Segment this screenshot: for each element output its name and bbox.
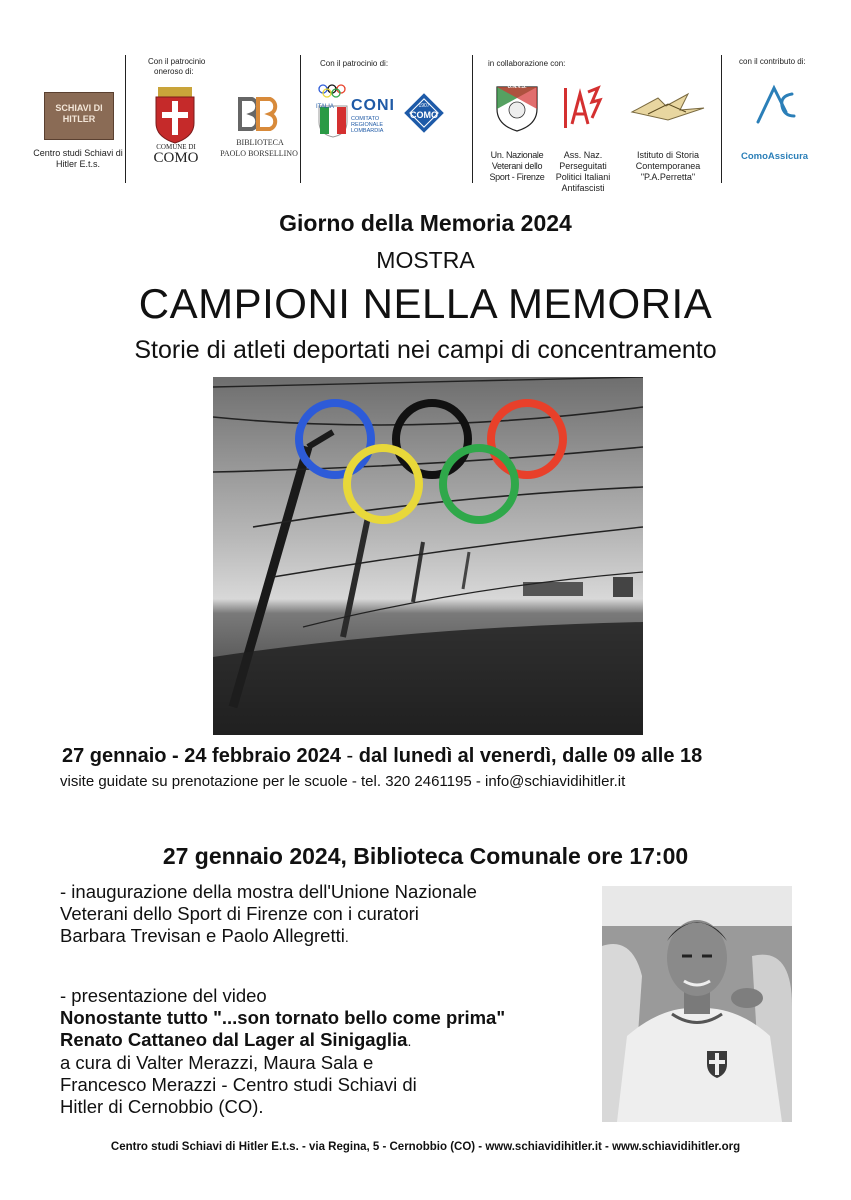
centro-studi-logo — [44, 92, 114, 140]
page-subtitle: Storie di atleti deportati nei campi di concentramento — [134, 336, 717, 364]
video-title-2: Renato Cattaneo dal Lager al Sinigaglia — [60, 1029, 408, 1050]
istituto-caption-3: "P.A.Perretta" — [640, 172, 696, 182]
coni-italia-label: ITALIA — [316, 104, 334, 110]
video-title-1: Nonostante tutto "...son tornato bello come prima" — [60, 1007, 506, 1028]
opening-hours: dal lunedì al venerdì, dalle 09 alle 18 — [358, 745, 703, 767]
istituto-caption-2: Contemporanea — [635, 161, 701, 171]
contributo-label: con il contributo di: — [739, 57, 806, 66]
anppia-caption-2: Perseguitati — [559, 161, 607, 171]
comune-label-1: COMUNE DI — [156, 143, 196, 151]
credits-line-1: a cura di Valter Merazzi, Maura Sala e — [60, 1052, 374, 1073]
athlete-portrait-photo — [602, 886, 792, 1122]
coni-sub-2: REGIONALE — [351, 122, 384, 128]
divider — [721, 55, 722, 183]
date-separator: - — [341, 745, 359, 767]
unvs-caption-2: Veterani dello — [491, 161, 543, 171]
comoassicura-name: ComoAssicura — [741, 151, 809, 162]
divider — [300, 55, 301, 183]
video-title-2-row — [60, 1029, 411, 1052]
event-heading: Giorno della Memoria 2024 — [279, 210, 572, 236]
collaborazione-label: in collaborazione con: — [488, 59, 566, 68]
anppia-caption-4: Antifascisti — [561, 183, 605, 193]
coni-shield-icon — [316, 82, 350, 138]
patrocinio-oneroso-label-2: oneroso di: — [154, 67, 194, 76]
istituto-caption-1: Istituto di Storia — [636, 150, 700, 160]
istituto-storia-logo-icon — [628, 92, 708, 124]
unvs-shield-icon — [494, 83, 540, 133]
footer-contacts: Centro studi Schiavi di Hitler E.t.s. - via Regina, 5 - Cernobbio (CO) - www.schiavidihitler.it - www.schiavidihitler.org — [110, 1141, 741, 1153]
unvs-badge-text: U.N.V.S. — [507, 84, 527, 90]
video-title-period: . — [407, 1033, 412, 1049]
patrocinio-label: Con il patrocinio di: — [320, 59, 389, 68]
como-name: COMO — [410, 110, 438, 120]
inaug-period: . — [344, 929, 349, 945]
patrocinio-oneroso-label-1: Con il patrocinio — [148, 57, 206, 66]
divider — [472, 55, 473, 183]
biblioteca-logo-icon — [236, 95, 280, 133]
page-title: CAMPIONI NELLA MEMORIA — [138, 280, 713, 327]
como-year: 1907 — [418, 103, 430, 109]
inaug-line-1: - inaugurazione della mostra dell'Unione Nazionale — [60, 881, 477, 902]
unvs-caption-1: Un. Nazionale — [490, 150, 544, 160]
guided-visits-info: visite guidate su prenotazione per le scuole - tel. 320 2461195 - info@schiavidihitler.it — [60, 773, 626, 790]
inaug-line-2: Veterani dello Sport di Firenze con i curatori — [60, 903, 419, 924]
anppia-caption-3: Politici Italiani — [555, 172, 611, 182]
coni-sub-1: COMITATO — [351, 116, 380, 122]
credits-line-3: Hitler di Cernobbio (CO). — [60, 1096, 264, 1117]
video-line: - presentazione del video — [60, 985, 267, 1006]
biblioteca-label-1: BIBLIOTECA — [236, 138, 284, 147]
unvs-caption-3: Sport - Firenze — [489, 172, 545, 182]
curatori-names: Barbara Trevisan e Paolo Allegretti — [60, 925, 345, 946]
inauguration-heading: 27 gennaio 2024, Biblioteca Comunale ore 17:00 — [162, 843, 689, 869]
centro-studi-logo-text: SCHIAVI DI HITLER — [55, 103, 103, 124]
coni-sub-3: LOMBARDIA — [351, 128, 384, 134]
credits-line-2: Francesco Merazzi - Centro studi Schiavi di — [60, 1074, 417, 1095]
centro-studi-caption: Centro studi Schiavi di Hitler E.t.s. — [33, 148, 123, 169]
exhibition-dates — [62, 745, 702, 768]
coni-name: CONI — [351, 97, 395, 114]
inaug-line-3 — [60, 925, 349, 948]
barbed-wire-olympic-rings-photo — [213, 377, 643, 735]
comune-como-crest-icon — [150, 85, 200, 145]
comoassicura-logo-icon — [752, 82, 802, 126]
date-range: 27 gennaio - 24 febbraio 2024 — [62, 745, 341, 767]
exhibition-kind: MOSTRA — [376, 247, 475, 273]
anppia-logo-icon — [558, 84, 604, 134]
anppia-caption-1: Ass. Naz. — [563, 150, 603, 160]
comune-label-2: COMO — [153, 150, 199, 166]
biblioteca-label-2: PAOLO BORSELLINO — [220, 149, 298, 158]
